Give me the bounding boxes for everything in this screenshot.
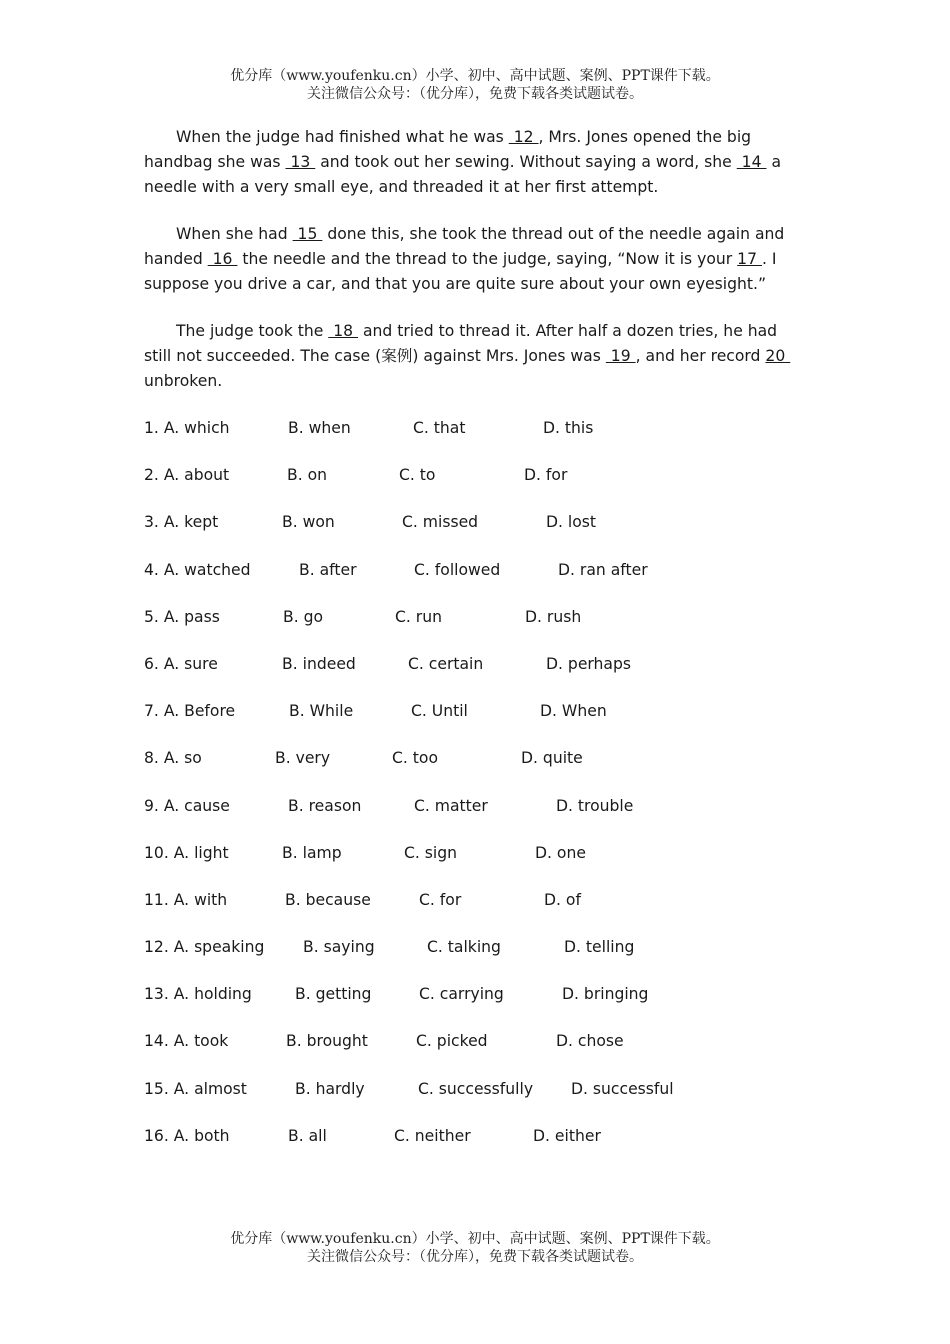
blank-15: 15: [292, 225, 323, 243]
answer-options: [144, 416, 809, 1171]
option-d: D. this: [543, 419, 594, 437]
option-row: [144, 652, 809, 699]
option-row: [144, 1077, 809, 1124]
option-b: B. reason: [288, 796, 362, 815]
blank-14: 14: [736, 153, 767, 171]
passage-text: the needle and the thread to the judge, saying, “Now it is your: [237, 250, 738, 268]
option-b: B. all: [288, 1126, 327, 1145]
passage-text: and tried to thread it. After half a dozen tries, he had still not succeeded. The case (案例) against Mrs. Jones was: [144, 322, 778, 365]
option-b: B. when: [288, 419, 351, 437]
blank-17: 17: [737, 250, 762, 268]
option-b: B. after: [299, 560, 357, 579]
page-header: [0, 67, 950, 103]
option-d: D. either: [533, 1126, 601, 1145]
option-row: [144, 558, 809, 605]
option-row: [144, 982, 809, 1029]
page-footer: [0, 1230, 950, 1266]
option-d: D. for: [524, 466, 568, 485]
option-d: D. successful: [571, 1079, 674, 1098]
blank-13: 13: [285, 153, 316, 171]
footer-line-2: 关注微信公众号：（优分库），免费下载各类试题试卷。: [307, 1249, 643, 1265]
option-a: 3. A. kept: [144, 513, 219, 532]
option-b: B. hardly: [295, 1079, 365, 1098]
option-d: D. telling: [564, 938, 635, 957]
passage-text: done this, she took the thread out of the needle again and handed: [144, 225, 785, 268]
option-b: B. won: [282, 513, 335, 532]
option-a: 11. A. with: [144, 890, 228, 909]
option-a: 7. A. Before: [144, 702, 236, 721]
option-d: D. rush: [525, 607, 582, 626]
blank-16: 16: [207, 250, 238, 268]
option-a: 9. A. cause: [144, 796, 230, 815]
passage-paragraph-2: [144, 222, 809, 297]
passage-text: , Mrs. Jones opened the big handbag she was: [144, 128, 752, 171]
blank-19: 19: [605, 347, 636, 365]
option-b: B. saying: [303, 938, 375, 957]
option-d: D. bringing: [562, 985, 649, 1004]
option-row: [144, 841, 809, 888]
option-d: D. ran after: [558, 560, 648, 579]
option-d: D. of: [544, 890, 581, 909]
option-c: C. neither: [394, 1126, 471, 1145]
option-row: [144, 794, 809, 841]
option-c: C. talking: [427, 938, 501, 957]
option-row: [144, 463, 809, 510]
passage-text: a needle with a very small eye, and threaded it at her first attempt.: [144, 153, 781, 196]
option-row: [144, 416, 809, 463]
option-row: [144, 699, 809, 746]
option-c: C. missed: [402, 513, 479, 532]
option-c: C. that: [413, 419, 466, 437]
document-body: [144, 125, 809, 1171]
passage-text: and took out her sewing. Without saying a word, she: [315, 153, 737, 171]
option-d: D. trouble: [556, 796, 634, 815]
option-a: 14. A. took: [144, 1032, 229, 1051]
option-a: 5. A. pass: [144, 607, 220, 626]
option-c: C. certain: [408, 654, 484, 673]
option-a: 1. A. which: [144, 419, 230, 437]
option-a: 2. A. about: [144, 466, 230, 485]
option-a: 4. A. watched: [144, 560, 251, 579]
option-row: [144, 1029, 809, 1076]
passage-paragraph-3: [144, 319, 809, 394]
option-a: 8. A. so: [144, 749, 202, 768]
passage-text: The judge took the: [176, 322, 329, 340]
option-a: 13. A. holding: [144, 985, 252, 1004]
blank-12: 12: [508, 128, 539, 146]
option-c: C. to: [399, 466, 436, 485]
option-row: [144, 1124, 809, 1171]
option-row: [144, 935, 809, 982]
blank-18: 18: [328, 322, 359, 340]
option-b: B. While: [289, 702, 354, 721]
option-d: D. lost: [546, 513, 597, 532]
option-row: [144, 605, 809, 652]
option-b: B. go: [283, 607, 324, 626]
passage-paragraph-1: [144, 125, 809, 200]
option-d: D. When: [540, 702, 607, 721]
blank-20: 20: [765, 347, 791, 365]
option-d: D. chose: [556, 1032, 624, 1051]
passage-text: unbroken.: [144, 372, 223, 390]
option-c: C. carrying: [419, 985, 504, 1004]
option-row: [144, 888, 809, 935]
option-c: C. matter: [414, 796, 488, 815]
option-a: 16. A. both: [144, 1126, 230, 1145]
option-d: D. one: [535, 843, 586, 862]
passage-text: When she had: [176, 225, 293, 243]
option-b: B. very: [275, 749, 331, 768]
option-b: B. getting: [295, 985, 372, 1004]
option-a: 12. A. speaking: [144, 938, 265, 957]
option-a: 6. A. sure: [144, 654, 218, 673]
header-line-1: 优分库（www.youfenku.cn）小学、初中、高中试题、案例、PPT课件下载。: [230, 68, 720, 84]
option-b: B. because: [285, 890, 371, 909]
option-c: C. for: [419, 890, 462, 909]
option-c: C. too: [392, 749, 438, 768]
option-row: [144, 746, 809, 793]
passage-text: When the judge had finished what he was: [176, 128, 509, 146]
option-c: C. sign: [404, 843, 458, 862]
option-b: B. lamp: [282, 843, 342, 862]
option-d: D. perhaps: [546, 654, 632, 673]
option-b: B. brought: [286, 1032, 368, 1051]
option-d: D. quite: [521, 749, 583, 768]
option-c: C. picked: [416, 1032, 488, 1051]
option-c: C. run: [395, 607, 442, 626]
option-b: B. on: [287, 466, 328, 485]
option-c: C. Until: [411, 702, 468, 721]
passage-text: , and her record: [635, 347, 766, 365]
footer-line-1: 优分库（www.youfenku.cn）小学、初中、高中试题、案例、PPT课件下载。: [230, 1231, 720, 1247]
header-line-2: 关注微信公众号：（优分库），免费下载各类试题试卷。: [307, 86, 643, 102]
option-a: 10. A. light: [144, 843, 229, 862]
option-c: C. followed: [414, 560, 501, 579]
passage-text: . I suppose you drive a car, and that you are quite sure about your own eyesight.”: [144, 250, 777, 293]
option-a: 15. A. almost: [144, 1079, 247, 1098]
option-c: C. successfully: [418, 1079, 534, 1098]
option-b: B. indeed: [282, 654, 356, 673]
option-row: [144, 510, 809, 557]
